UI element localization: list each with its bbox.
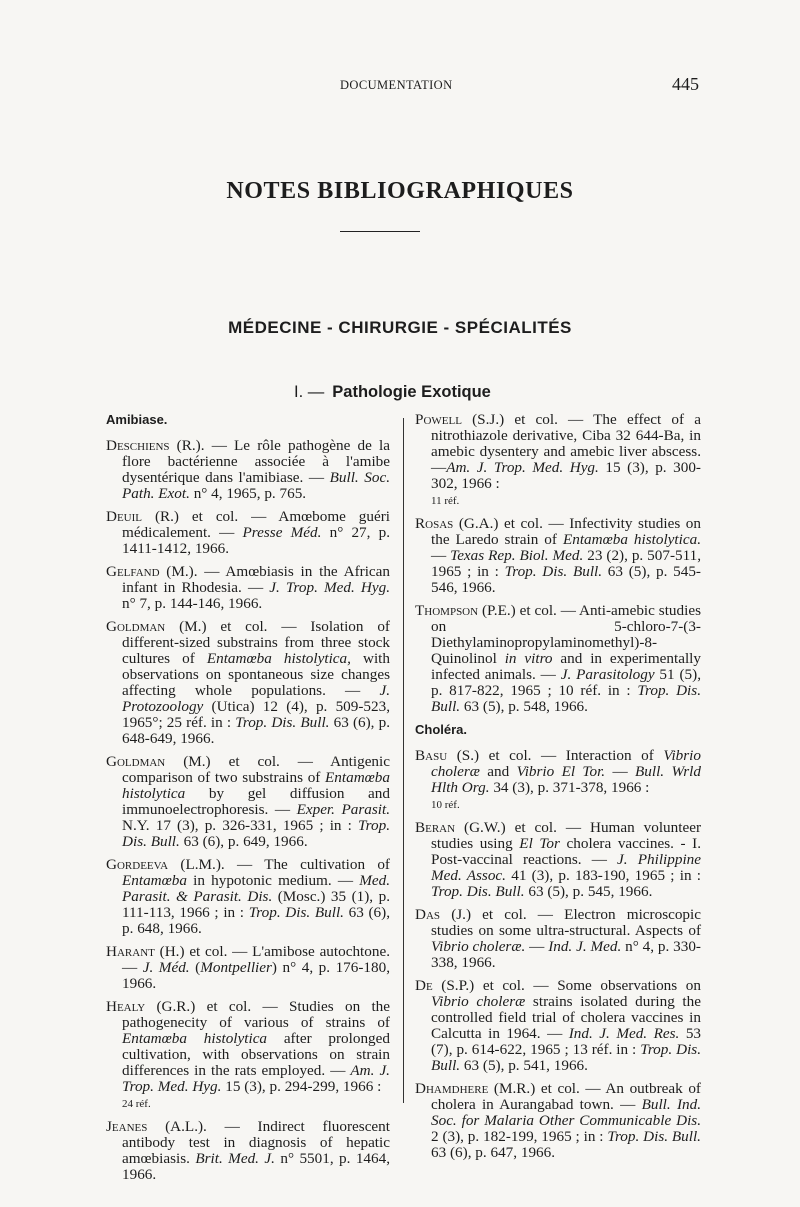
column-divider <box>403 418 404 1103</box>
journal-title: Vibrio choleræ <box>431 747 701 780</box>
bibliography-author: Beran (G.W.) <box>415 819 506 836</box>
bibliography-entry <box>106 1119 390 1183</box>
entry-text: et col. — An outbreak of cholera in Aurangabad town. — <box>431 1080 701 1113</box>
journal-title: J. Méd. <box>142 959 190 976</box>
journal-title: Trop. Dis. Bull. <box>431 1041 701 1074</box>
entry-text: et col. — Isolation of different-sized substrains from three stock cultures of <box>122 618 390 667</box>
subsection-title: Pathologie Exotique <box>332 383 491 401</box>
page-title: NOTES BIBLIOGRAPHIQUES <box>226 178 574 204</box>
entry-text: strains isolated during the controlled field trial of cholera vaccines in Calcutta in 1964. — <box>431 993 701 1042</box>
left-column <box>106 412 390 1190</box>
entry-text: 63 (5), p. 545, 1966. <box>524 883 653 900</box>
bibliography-entry <box>415 748 701 813</box>
bibliography-author: Das (J.) <box>415 906 472 923</box>
journal-title: Trop. Dis. Bull. <box>235 714 330 731</box>
entry-text: 53 (7), p. 614-622, 1965 ; 13 réf. in : <box>431 1025 702 1058</box>
entry-text: — <box>431 547 451 564</box>
entry-text: (Mosc.) 35 (1), p. 111-113, 1966 ; in : <box>122 888 390 921</box>
journal-title: J. Protozoology <box>122 682 390 715</box>
entry-text: n° 5501, p. 1464, 1966. <box>122 1150 391 1183</box>
journal-title: J. Philippine Med. Assoc. <box>431 851 701 884</box>
journal-title: Med. Parasit. & Parasit. Dis. <box>122 872 390 905</box>
journal-title: Vibrio choleræ <box>431 993 526 1010</box>
journal-title: Bull. Ind. Soc. for Malaria Other Communicable Dis. <box>431 1096 701 1129</box>
entry-text: n° 27, p. 1411-1412, 1966. <box>122 524 390 557</box>
journal-title: Entamœba <box>122 872 187 889</box>
bibliography-author: Gelfand (M.). <box>106 563 198 580</box>
bibliography-entry <box>415 907 701 971</box>
right-column <box>415 412 701 1168</box>
journal-title: Montpellier <box>200 959 272 976</box>
bibliography-author: Goldman (M.) <box>106 753 211 770</box>
entry-text: 63 (6), p. 647, 1966. <box>431 1144 556 1161</box>
page-number: 445 <box>672 74 699 94</box>
journal-title: Trop. Dis. Bull. <box>248 904 344 921</box>
entry-text: et col. — Studies on the pathogenecity of various of strains of <box>122 998 391 1031</box>
topic-heading: Amibiase. <box>106 412 168 427</box>
entry-text: in hypotonic medium. — <box>186 872 360 889</box>
bibliography-author: Harant (H.) <box>106 943 185 960</box>
journal-title: in vitro <box>504 650 553 667</box>
journal-title: Entamœba histolytica, <box>206 650 351 667</box>
bibliography-entry <box>106 619 390 747</box>
entry-text: et col. — Some observations on <box>474 977 701 994</box>
entry-text: 15 (3), p. 300-302, 1966 : <box>431 459 701 492</box>
bibliography-author: Goldman (M.) <box>106 618 207 635</box>
bibliography-entry <box>415 978 701 1074</box>
entry-text: 15 (3), p. 294-299, 1966 : <box>221 1078 382 1095</box>
journal-title: Bull. Wrld Hlth Org. <box>431 763 701 796</box>
bibliography-author: Thompson (P.E.) <box>415 602 516 619</box>
journal-title: Trop. Dis. Bull. <box>607 1128 701 1145</box>
journal-title: Vibrio choleræ. <box>431 938 526 955</box>
bibliography-author: Rosas (G.A.) <box>415 515 499 532</box>
entry-text: n° 4, 1965, p. 765. <box>189 485 307 502</box>
entry-text: after prolonged cultivation, with observations on strain differences in the rats employed. — <box>122 1030 390 1079</box>
title-divider <box>340 231 420 232</box>
section-heading: MÉDECINE - CHIRURGIE - SPÉCIALITÉS <box>228 318 572 337</box>
bibliography-author: Dhamdhere (M.R.) <box>415 1080 536 1097</box>
bibliography-entry <box>106 564 390 612</box>
bibliography-entry <box>415 516 701 596</box>
bibliography-author: Powell (S.J.) <box>415 411 505 428</box>
journal-title: J. Parasitology <box>560 666 655 683</box>
entry-text: cholera vaccines. - I. Post-vaccinal reactions. — <box>431 835 701 868</box>
journal-title: Texas Rep. Biol. Med. <box>450 547 584 564</box>
entry-list <box>415 412 701 715</box>
entry-list <box>415 748 701 1161</box>
entry-text: et col. — The effect of a nitrothiazole derivative, Ciba 32 644-Ba, in amebic dysentery and amebic liver abscess. — <box>431 411 701 476</box>
journal-title: Bull. Soc. Path. Exot. <box>122 469 391 502</box>
entry-text: n° 4, p. 330-338, 1966. <box>431 938 701 971</box>
entry-text: 63 (6), p. 648, 1966. <box>122 904 390 937</box>
entry-text: — Le rôle pathogène de la flore bactérienne associée à l'amibe dysentérique dans l'amibiase. — <box>122 437 390 486</box>
subsection-heading <box>294 383 491 402</box>
entry-text: 63 (6), p. 648-649, 1966. <box>122 714 390 747</box>
bibliography-author: Deschiens (R.). <box>106 437 205 454</box>
journal-title: Brit. Med. J. <box>195 1150 275 1167</box>
bibliography-entry <box>106 438 390 502</box>
entry-text: 63 (5), p. 548, 1966. <box>460 698 588 715</box>
bibliography-author: Gordeeva (L.M.). <box>106 856 225 873</box>
bibliography-entry <box>415 603 701 715</box>
entry-text: ( <box>189 959 201 976</box>
entry-text: — <box>525 938 549 955</box>
bibliography-entry <box>106 857 390 937</box>
entry-text: 41 (3), p. 183-190, 1965 ; in : <box>505 867 701 884</box>
entry-text: and <box>479 763 517 780</box>
entry-text: (Utica) 12 (4), p. 509-523, 1965°; 25 réf. in : <box>122 698 390 731</box>
bibliography-entry <box>106 944 390 992</box>
journal-title: Entamœba histolytica <box>122 769 390 802</box>
entry-text: et col. — Antigenic comparison of two substrains of <box>122 753 390 786</box>
bibliography-author: Deuil (R.) <box>106 508 179 525</box>
entry-text: by gel diffusion and immunoelectrophoresis. — <box>122 785 390 818</box>
bibliography-author: Jeanes (A.L.). <box>106 1118 207 1135</box>
entry-text: et col. — Amœbome guéri médicalement. — <box>122 508 391 541</box>
reference-count: 10 réf. <box>431 799 460 811</box>
reference-count: 11 réf. <box>431 495 460 507</box>
entry-text: — Indirect fluorescent antibody test in diagnosis of hepatic amœbiasis. <box>122 1118 390 1167</box>
subsection-number: I. — <box>294 383 325 401</box>
entry-text: 63 (5), p. 545-546, 1966. <box>431 563 701 596</box>
entry-text: et col. — L'amibose autochtone. — <box>122 943 390 976</box>
journal-title: Trop. Dis. Bull. <box>431 682 701 715</box>
journal-title: Vibrio El Tor. <box>516 763 606 780</box>
bibliography-entry <box>415 820 701 900</box>
bibliography-author: Healy (G.R.) <box>106 998 196 1015</box>
journal-title: Trop. Dis. Bull. <box>504 563 603 580</box>
bibliography-author: Basu (S.) <box>415 747 480 764</box>
entry-text: 51 (5), p. 817-822, 1965 ; 10 réf. in : <box>431 666 701 699</box>
bibliography-entry <box>106 999 390 1112</box>
entry-list <box>106 438 390 1183</box>
journal-title: El Tor <box>519 835 560 852</box>
entry-text: et col. — Anti-amebic studies on 5-chloro-7-(3-Diethylaminopropylaminomethyl)-8-Quinolinol <box>431 602 701 667</box>
bibliography-entry <box>106 509 390 557</box>
bibliography-entry <box>106 754 390 850</box>
journal-title: Ind. J. Med. Res. <box>568 1025 680 1042</box>
entry-text: 2 (3), p. 182-199, 1965 ; in : <box>431 1128 608 1145</box>
bibliography-author: De (S.P.) <box>415 977 475 994</box>
journal-title: Trop. Dis. Bull. <box>122 817 390 850</box>
journal-title: Entamœba histolytica. <box>562 531 701 548</box>
entry-text: et col. — Human volunteer studies using <box>431 819 701 852</box>
journal-title: J. Trop. Med. Hyg. <box>269 579 391 596</box>
journal-title: Ind. J. Med. <box>548 938 622 955</box>
entry-text: N.Y. 17 (3), p. 326-331, 1965 ; in : <box>122 817 359 834</box>
journal-title: Am. J. Trop. Med. Hyg. <box>446 459 599 476</box>
journal-title: Presse Méd. <box>242 524 322 541</box>
entry-text: — <box>605 763 635 780</box>
bibliography-entry <box>415 412 701 509</box>
entry-text: with observations on spontaneous size changes affecting whole populations. — <box>122 650 390 699</box>
journal-title: Am. J. Trop. Med. Hyg. <box>122 1062 390 1095</box>
entry-text: and in experimentally infected animals. — <box>431 650 701 683</box>
journal-title: Exper. Parasit. <box>296 801 390 818</box>
entry-text: et col. — Electron microscopic studies on some ultra-structural. Aspects of <box>431 906 701 939</box>
entry-text: — The cultivation of <box>224 856 390 873</box>
topic-heading: Choléra. <box>415 722 468 737</box>
entry-text: ) n° 4, p. 176-180, 1966. <box>122 959 391 992</box>
entry-text: — Amœbiasis in the African infant in Rhodesia. — <box>122 563 390 596</box>
running-title: DOCUMENTATION <box>340 78 453 92</box>
entry-text: 63 (5), p. 541, 1966. <box>460 1057 588 1074</box>
entry-text: 63 (6), p. 649, 1966. <box>179 833 308 850</box>
entry-text: 34 (3), p. 371-378, 1966 : <box>489 779 650 796</box>
entry-text: 23 (2), p. 507-511, 1965 ; in : <box>431 547 702 580</box>
journal-title: Entamœba histolytica <box>122 1030 268 1047</box>
entry-text: et col. — Interaction of <box>479 747 664 764</box>
bibliography-entry <box>415 1081 701 1161</box>
reference-count: 24 réf. <box>122 1098 151 1110</box>
entry-text: et col. — Infectivity studies on the Laredo strain of <box>431 515 701 548</box>
entry-text: n° 7, p. 144-146, 1966. <box>122 595 263 612</box>
journal-title: Trop. Dis. Bull. <box>431 883 525 900</box>
